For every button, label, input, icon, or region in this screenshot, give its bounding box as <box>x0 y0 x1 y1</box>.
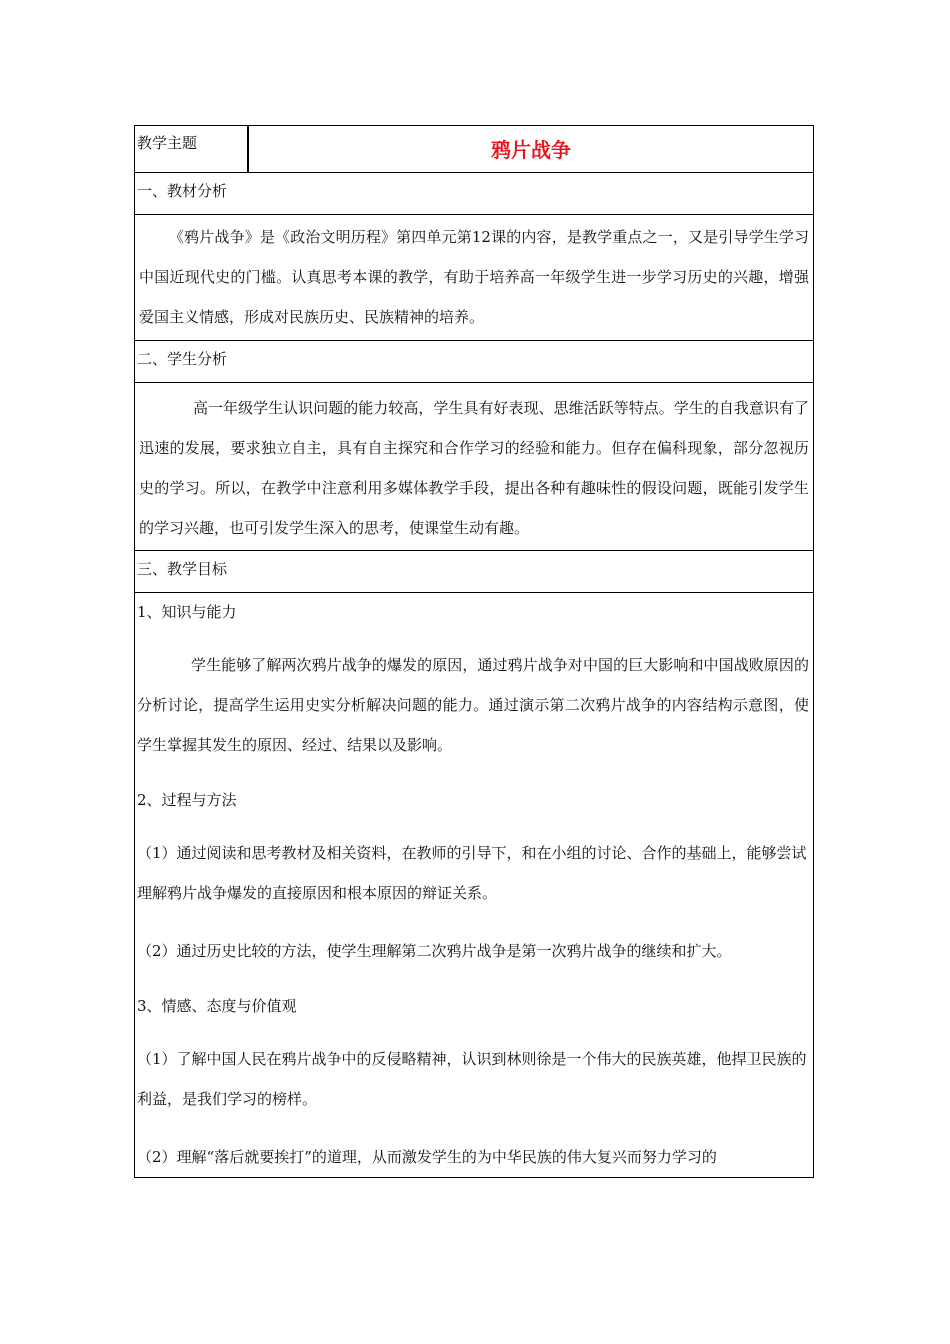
process-heading: 2、过程与方法 <box>137 791 237 809</box>
emotion-item-2: （2）理解“落后就要挨打”的道理，从而激发学生的为中华民族的伟大复兴而努力学习的 <box>137 1148 717 1166</box>
lesson-plan-table <box>134 125 814 1178</box>
section-body-students <box>135 383 814 551</box>
section-body-objectives <box>135 593 814 1178</box>
process-item-2: （2）通过历史比较的方法，使学生理解第二次鸦片战争是第一次鸦片战争的继续和扩大。 <box>137 942 732 960</box>
section-head-materials <box>135 173 814 215</box>
heading-materials: 一、教材分析 <box>135 173 814 215</box>
section-head-objectives <box>135 551 814 593</box>
section-head-students <box>135 341 814 383</box>
lesson-title: 鸦片战争 <box>248 126 814 173</box>
heading-objectives: 三、教学目标 <box>135 551 814 593</box>
student-analysis-text: 高一年级学生认识问题的能力较高，学生具有好表现、思维活跃等特点。学生的自我意识有了迅速的发展，要求独立自主，具有自主探究和合作学习的经验和能力。但存在偏科现象，部分忽视历史的学习。所以，在教学中注意利用多媒体教学手段，提出各种有趣味性的假设问题，既能引发学生的学习兴趣，也可引发学生深入的思考，使课堂生动有趣。 <box>139 399 809 537</box>
knowledge-heading: 1、知识与能力 <box>137 603 237 621</box>
title-row <box>135 126 814 173</box>
section-body-materials <box>135 215 814 341</box>
materials-analysis-text: 《鸦片战争》是《政治文明历程》第四单元第12课的内容，是教学重点之一，又是引导学生学习中国近现代史的门槛。认真思考本课的教学，有助于培养高一年级学生进一步学习历史的兴趣，增强爱国主义情感，形成对民族历史、民族精神的培养。 <box>139 228 809 326</box>
emotion-item-1: （1）了解中国人民在鸦片战争中的反侵略精神，认识到林则徐是一个伟大的民族英雄，他捍卫民族的利益，是我们学习的榜样。 <box>137 1050 807 1108</box>
emotion-heading: 3、情感、态度与价值观 <box>137 997 297 1015</box>
heading-students: 二、学生分析 <box>135 341 814 383</box>
knowledge-text: 学生能够了解两次鸦片战争的爆发的原因，通过鸦片战争对中国的巨大影响和中国战败原因的分析讨论，提高学生运用史实分析解决问题的能力。通过演示第二次鸦片战争的内容结构示意图，使学生掌握其发生的原因、经过、结果以及影响。 <box>137 656 809 754</box>
process-item-1: （1）通过阅读和思考教材及相关资料，在教师的引导下，和在小组的讨论、合作的基础上，能够尝试理解鸦片战争爆发的直接原因和根本原因的辩证关系。 <box>137 844 807 902</box>
topic-label: 教学主题 <box>135 126 249 173</box>
